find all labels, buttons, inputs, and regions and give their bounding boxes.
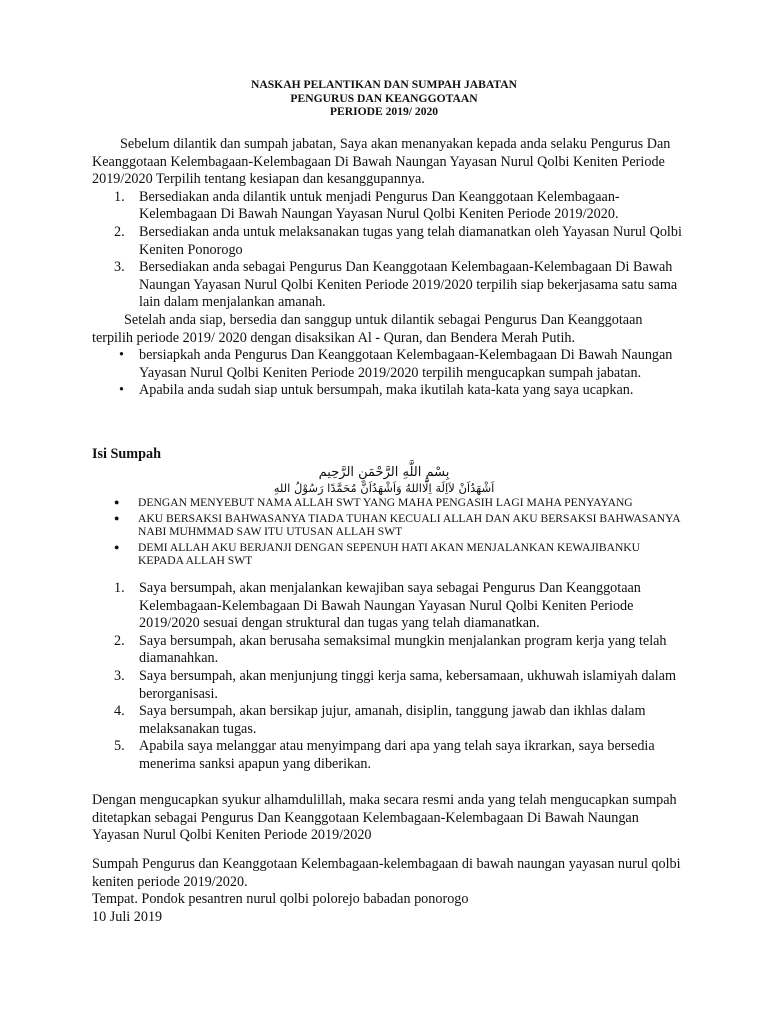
question-text: Bersediakan anda dilantik untuk menjadi Pengurus Dan Keanggotaan Kelembagaan-Kelembagaan Di Bawah Naungan Yayasan Nurul Qolbi Keniten Periode 2019/2020. [139,188,620,223]
oath-list [92,580,682,774]
oath-text: Apabila saya melanggar atau menyimpang dari apa yang telah saya ikrarkan, saya bersedia menerima sanksi apapun yang diberikan. [139,738,655,772]
oath-item [92,703,682,738]
question-number: 3. [114,259,125,276]
declaration-item [92,541,682,568]
instruction-text: bersiapkah anda Pengurus Dan Keanggotaan Kelembagaan-Kelembagaan Di Bawah Naungan Yayasan Nurul Qolbi Keniten Periode 2019/2020 terpilih mengucapkan sumpah jabatan. [139,347,673,381]
shahada-text: اَشْهَدُاَنْ لاَاِلَهَ اِلَّااللهُ وَاَشْهَدُاَنَّ مُحَمَّدًا رَسُوْلُ اللهِ [273,481,495,495]
footer-date: 10 Juli 2019 [92,908,163,925]
footer-line: Sumpah Pengurus dan Keanggotaan Kelembagaan-kelembagaan di bawah naungan yayasan nurul qolbi keniten periode 2019/2020. [92,856,681,890]
bullet-icon: • [119,347,124,364]
instruction-item [92,382,682,400]
oath-heading-block [92,446,682,464]
title-line-1: NASKAH PELANTIKAN DAN SUMPAH JABATAN [250,78,518,91]
declaration-text: DEMI ALLAH AKU BERJANJI DENGAN SEPENUH HATI AKAN MENJALANKAN KEWAJIBANKU KEPADA ALLAH SWT [138,540,641,567]
question-item [92,189,682,224]
oath-number: 4. [114,703,125,720]
question-item [92,259,682,312]
intro-paragraph: Sebelum dilantik dan sumpah jabatan, Saya akan menanyakan kepada anda selaku Pengurus Dan Keanggotaan Kelembagaan-Kelembagaan Di Bawah Naungan Yayasan Nurul Qolbi Keniten Periode 2019/2020 Terpilih tentang kesiapan dan kesanggupannya. [92,136,671,188]
oath-text: Saya bersumpah, akan bersikap jujur, amanah, disiplin, tanggung jawab dan ikhlas dalam melaksanakan tugas. [139,703,646,737]
oath-number: 5. [114,738,125,755]
instruction-text: Apabila anda sudah siap untuk bersumpah, maka ikutilah kata-kata yang saya ucapkan. [139,382,634,399]
closing-section [92,792,682,845]
question-text: Bersediakan anda sebagai Pengurus Dan Keanggotaan Kelembagaan-Kelembagaan Di Bawah Naungan Yayasan Nurul Qolbi Keniten Periode 2019/2020 terpilih siap bekerjasama satu sama lain dalam menjalankan amanah. [139,259,678,311]
oath-number: 3. [114,667,125,684]
declaration-list [92,496,682,568]
instruction-item [92,347,682,382]
question-text: Bersediakan anda untuk melaksanakan tugas yang telah diamanatkan oleh Yayasan Nurul Qolbi Keniten Ponorogo [139,223,682,258]
oath-text: Saya bersumpah, akan menjalankan kewajiban saya sebagai Pengurus Dan Keanggotaan Kelembagaan-Kelembagaan Di Bawah Naungan Yayasan Nurul Qolbi Keniten Periode 2019/2020 sesuai dengan struktural dan tugas yang telah diamanatkan. [139,580,641,632]
oath-item [92,633,682,668]
question-number: 2. [114,223,125,240]
declaration-section [92,496,682,570]
title-line-2: PENGURUS DAN KEANGGOTAAN [290,91,478,105]
footer-place: Tempat. Pondok pesantren nurul qolbi polorejo babadan ponorogo [92,891,469,908]
oath-number: 2. [114,632,125,649]
oath-item [92,580,682,633]
intro-section [92,136,682,400]
oath-number: 1. [114,580,125,596]
oath-section [92,580,682,774]
oath-item [92,738,682,773]
title-line-3: PERIODE 2019/ 2020 [329,105,439,118]
basmalah-text: بِسْمِ اللَّهِ الرَّحْمَنِ الرَّحِيم [318,465,450,480]
bullet-icon: • [119,382,124,399]
bullet-icon: ● [114,497,120,507]
oath-heading: Isi Sumpah [92,446,162,462]
oath-text: Saya bersumpah, akan menjunjung tinggi kerja sama, kebersamaan, ukhuwah islamiyah dalam berorganisasi. [139,667,676,702]
document-title [0,78,768,119]
bullet-icon: ● [114,541,120,552]
declaration-item [92,496,682,510]
question-number: 1. [114,188,125,205]
question-list [92,189,682,312]
footer-section [92,856,682,926]
bullet-icon: ● [114,512,120,523]
question-item [92,224,682,259]
closing-paragraph: Dengan mengucapkan syukur alhamdulillah, maka secara resmi anda yang telah mengucapkan sumpah ditetapkan sebagai Pengurus Dan Keanggotaan Kelembagaan-Kelembagaan Di Bawah Naungan Yayasan Nurul Qolbi Keniten Periode 2019/2020 [92,792,677,844]
instruction-list [92,347,682,400]
declaration-text: AKU BERSAKSI BAHWASANYA TIADA TUHAN KECUALI ALLAH DAN AKU BERSAKSI BAHWASANYA NABI MUHMMAD SAW ITU UTUSAN ALLAH SWT [138,511,680,538]
oath-item [92,668,682,703]
declaration-item [92,512,682,539]
after-questions-paragraph: Setelah anda siap, bersedia dan sanggup untuk dilantik sebagai Pengurus Dan Keanggotaan terpilih periode 2019/ 2020 dengan disaksikan Al - Quran, dan Bendera Merah Putih. [92,311,643,346]
oath-text: Saya bersumpah, akan berusaha semaksimal mungkin menjalankan program kerja yang telah diamanahkan. [139,632,667,667]
declaration-text: DENGAN MENYEBUT NAMA ALLAH SWT YANG MAHA PENGASIH LAGI MAHA PENYAYANG [138,496,633,509]
